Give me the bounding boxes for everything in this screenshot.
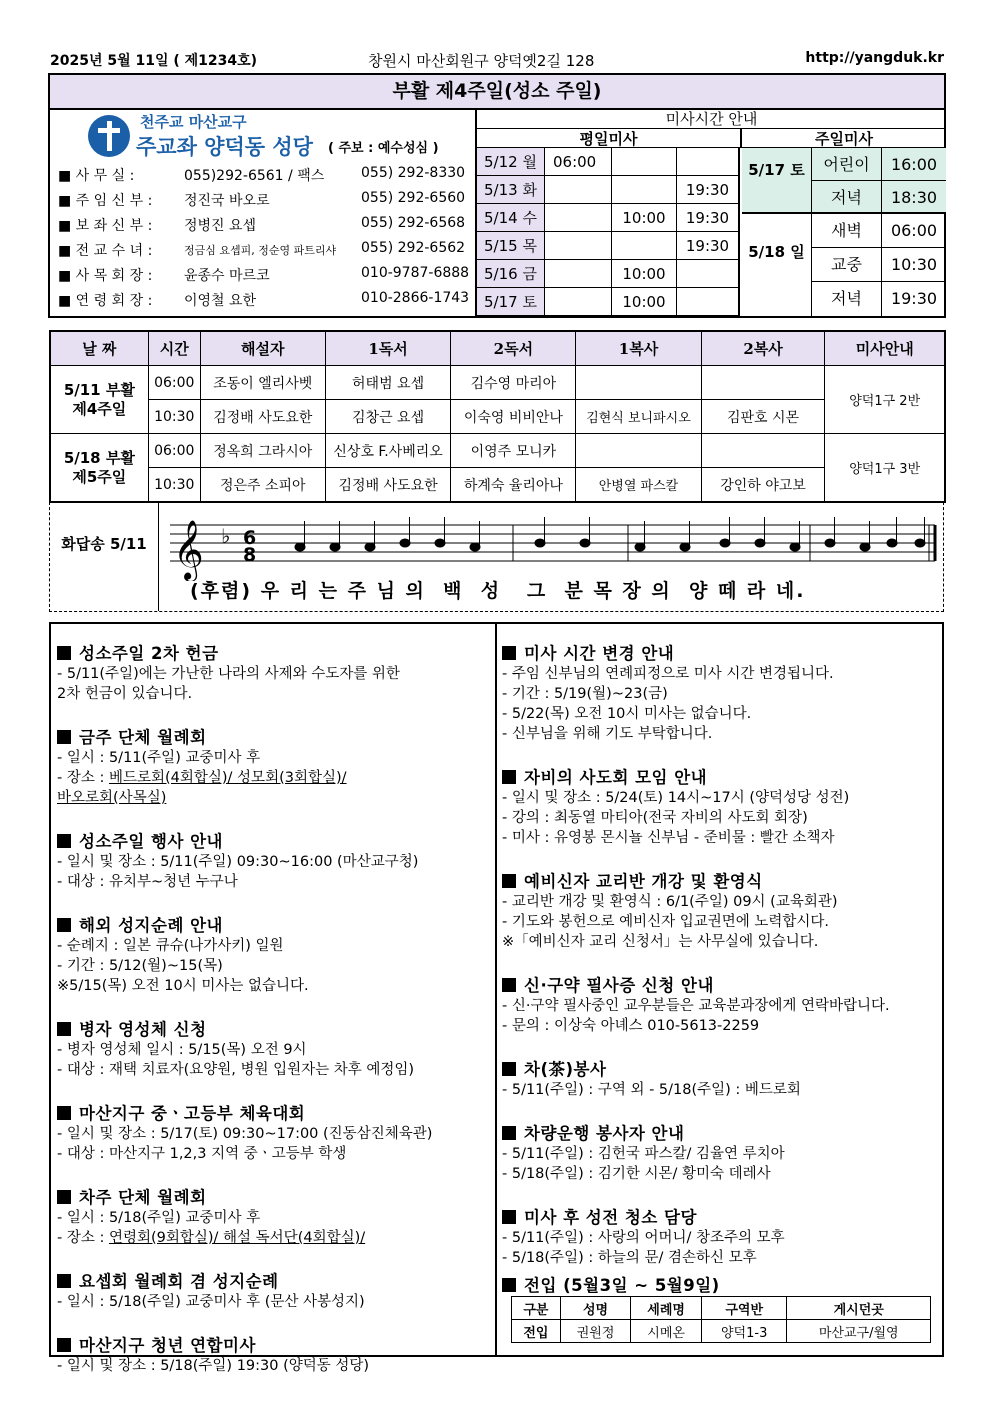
transfer-header-cell: 구역반 — [701, 1297, 787, 1320]
treble-clef-icon: 𝄞 — [173, 520, 204, 580]
transfer-header-cell: 구분 — [512, 1297, 561, 1320]
contact-label: ■ 연 령 회 장 : — [58, 293, 153, 309]
roles-time: 10:30 — [148, 400, 200, 434]
roles-person: 이숙영 비비안나 — [451, 400, 576, 434]
weekday-time: 06:00 — [545, 148, 612, 176]
notice-line: - 일시 및 장소 : 5/18(주일) 19:30 (양덕동 성당) — [57, 1358, 370, 1374]
notice-line: - 5/11(주일) : 김헌국 파스칼/ 김율연 루치아 — [502, 1146, 785, 1162]
roles-person — [576, 366, 701, 400]
sunday-mass-label: 주일미사 — [742, 128, 946, 148]
roles-person: 김정배 사도요한 — [325, 468, 451, 503]
notice-line-underlined: 베드로회(4회합실)/ 성모회(3회합실)/ — [108, 770, 347, 786]
roles-person: 신상호 F.사베리오 — [325, 434, 451, 468]
note-head — [330, 543, 340, 551]
church-address: 창원시 마산회원구 양덕옛2길 128 — [368, 52, 595, 70]
weekday-date: 5/15 목 — [477, 232, 545, 260]
contact-label: ■ 사 목 회 장 : — [58, 268, 153, 284]
contact-row — [58, 265, 470, 285]
transfer-cell: 양덕1-3 — [701, 1320, 787, 1343]
notice-line — [57, 1228, 365, 1248]
notice-section — [502, 972, 890, 1036]
note-head — [470, 543, 480, 551]
roles-person: 이영주 모니카 — [451, 434, 576, 468]
weekday-date: 5/13 화 — [477, 176, 545, 204]
roles-person: 정은주 소피아 — [200, 468, 325, 503]
roles-guide: 양덕1구 3반 — [825, 434, 945, 503]
notice-title: 차주 단체 월례회 — [79, 1188, 207, 1207]
notice-line: - 문의 : 이상숙 아녜스 010-5613-2259 — [502, 1018, 760, 1034]
weekday-time — [612, 148, 677, 176]
note-head — [720, 539, 730, 547]
transfer-header-cell: 성명 — [560, 1297, 631, 1320]
contact-label: ■ 전 교 수 녀 : — [58, 243, 153, 259]
contact-name: 정진국 바오로 — [184, 193, 270, 209]
notice-title: 차량운행 봉사자 안내 — [524, 1124, 685, 1143]
roles-header-cell: 2복사 — [701, 331, 825, 366]
notice-line: - 기도와 봉헌으로 예비신자 입교권면에 노력합시다. — [502, 914, 830, 930]
roles-person: 강인하 야고보 — [701, 468, 825, 503]
note-head — [580, 539, 590, 547]
notice-line: - 신·구약 필사중인 교우분들은 교육분과장에게 연락바랍니다. — [502, 998, 890, 1014]
roles-header-cell: 1독서 — [325, 331, 451, 366]
roles-date: 5/11 부활 제4주일 — [50, 366, 148, 434]
notice-line-prefix: - 장소 : — [57, 770, 109, 786]
notice-section — [57, 640, 400, 704]
notice-line-underlined: 바오로회(사목실) — [57, 790, 167, 806]
weekday-time — [545, 176, 612, 204]
note-head — [365, 543, 375, 551]
note-head — [400, 539, 410, 547]
sat-mass-time: 18:30 — [882, 181, 946, 214]
roles-person: 조동이 엘리사벳 — [200, 366, 325, 400]
sat-mass-time: 16:00 — [882, 148, 946, 181]
contact-row — [58, 165, 466, 185]
weekday-time — [677, 288, 740, 316]
notice-title: 금주 단체 월례회 — [79, 728, 207, 747]
sun-mass-name: 새벽 — [812, 214, 882, 248]
notice-line: - 기간 : 5/12(월)~15(목) — [57, 958, 223, 974]
psalm-lyrics: (후렴) 우 리 는 주 님 의 백 성 그 분 목 장 의 양 떼 라 네. — [190, 580, 806, 602]
notice-line: - 순례지 : 일본 큐슈(나가사키) 일원 — [57, 938, 284, 954]
weekday-time — [677, 260, 740, 288]
roles-person: 허태범 요셉 — [325, 366, 451, 400]
notice-title: 성소주일 2차 헌금 — [79, 644, 219, 663]
roles-person — [576, 434, 701, 468]
note-head — [887, 539, 897, 547]
notices-box — [49, 622, 944, 1374]
notice-line — [57, 788, 347, 808]
notice-title: 요셉회 월례회 겸 성지순례 — [79, 1272, 279, 1291]
note-head — [535, 539, 545, 547]
contact-phone: 055) 292-6560 — [361, 190, 466, 206]
weekday-time: 19:30 — [677, 232, 740, 260]
notice-line: - 5/22(목) 오전 10시 미사는 없습니다. — [502, 706, 752, 722]
weekday-time — [612, 176, 677, 204]
transfer-title: 전입 (5월3일 ~ 5월9일) — [524, 1276, 720, 1295]
roles-header-cell: 미사안내 — [825, 331, 945, 366]
notice-title: 자비의 사도회 모임 안내 — [524, 768, 708, 787]
notice-line: - 기간 : 5/19(월)~23(금) — [502, 686, 668, 702]
issue-date: 2025년 5월 11일 ( 제1234호) — [50, 53, 258, 69]
weekday-time: 10:00 — [612, 288, 677, 316]
weekday-date: 5/14 수 — [477, 204, 545, 232]
notice-section — [502, 764, 849, 848]
sat-date: 5/17 토 — [742, 148, 812, 214]
notice-line: - 대상 : 마산지구 1,2,3 지역 중ㆍ고등부 학생 — [57, 1146, 347, 1162]
roles-row — [50, 400, 945, 434]
note-head — [860, 543, 870, 551]
contact-phone: 010-9787-6888 — [361, 265, 470, 281]
notice-section — [502, 868, 838, 952]
sun-date: 5/18 일 — [742, 214, 812, 316]
roles-person: 정옥희 그라시아 — [200, 434, 325, 468]
roles-header-row — [50, 331, 945, 366]
notice-line-underlined: 연령회(9회합실)/ 해설 독서단(4회합실)/ — [108, 1230, 366, 1246]
transfer-section — [502, 1272, 720, 1296]
notice-section — [502, 640, 834, 744]
weekday-time — [677, 148, 740, 176]
note-head — [790, 543, 800, 551]
transfer-cell: 권원정 — [560, 1320, 631, 1343]
contact-phone: 055) 292-6562 — [361, 240, 466, 256]
notice-line — [57, 768, 347, 788]
diocese-name: 천주교 마산교구 — [140, 113, 247, 131]
transfer-cell: 마산교구/월영 — [787, 1320, 931, 1343]
transfer-header-cell: 세례명 — [631, 1297, 702, 1320]
notice-section — [57, 1268, 365, 1312]
weekday-time: 19:30 — [677, 176, 740, 204]
notice-title: 마산지구 중ㆍ고등부 체육대회 — [79, 1104, 306, 1123]
roles-person — [701, 366, 825, 400]
transfer-row — [512, 1320, 931, 1343]
psalm-staff — [165, 511, 945, 581]
notice-line: - 교리반 개강 및 환영식 : 6/1(주일) 09시 (교육회관) — [502, 894, 838, 910]
roles-guide: 양덕1구 2반 — [825, 366, 945, 434]
website-link[interactable]: http://yangduk.kr — [805, 50, 944, 66]
weekday-time — [545, 288, 612, 316]
roles-person: 김판호 시몬 — [701, 400, 825, 434]
roles-header-cell: 해설자 — [200, 331, 325, 366]
weekday-date: 5/12 월 — [477, 148, 545, 176]
note-head — [755, 539, 765, 547]
transfer-cell: 시메온 — [631, 1320, 702, 1343]
notice-line: - 대상 : 재택 치료자(요양원, 병원 입원자는 차후 예정임) — [57, 1062, 415, 1078]
contact-phone: 055) 292-6568 — [361, 215, 466, 231]
roles-person: 안병열 파스칼 — [576, 468, 701, 503]
notice-section — [57, 1016, 414, 1080]
sunday-grid — [742, 148, 946, 316]
roles-header-cell: 날 짜 — [50, 331, 148, 366]
note-head — [435, 539, 445, 547]
contact-phone[interactable]: 055) 292-8330 — [361, 165, 466, 181]
notice-line: 2차 헌금이 있습니다. — [57, 686, 193, 702]
roles-person: 김창근 요셉 — [325, 400, 451, 434]
notice-line: - 주임 신부님의 연례피정으로 미사 시간 변경됩니다. — [502, 666, 834, 682]
patron-label: ( 주보 : 예수성심 ) — [328, 141, 439, 156]
notice-title: 마산지구 청년 연합미사 — [79, 1336, 256, 1355]
roles-person — [701, 434, 825, 468]
contact-row — [58, 240, 466, 260]
note-head — [295, 543, 305, 551]
notice-line: - 5/11(주일) : 사랑의 어머니/ 창조주의 모후 — [502, 1230, 785, 1246]
notice-title: 성소주일 행사 안내 — [79, 832, 224, 851]
notice-line: - 미사 : 유영봉 몬시뇰 신부님 - 준비물 : 빨간 소책자 — [502, 830, 835, 846]
notice-line: - 강의 : 최동열 마티아(전국 자비의 사도회 회장) — [502, 810, 808, 826]
contact-label: ■ 사 무 실 : — [58, 168, 135, 184]
svg-text:6: 6 — [243, 527, 257, 549]
sun-mass-name: 저녁 — [812, 282, 882, 316]
transfer-header-row — [512, 1297, 931, 1320]
roles-person: 김수영 마리아 — [451, 366, 576, 400]
weekday-time: 10:00 — [612, 204, 677, 232]
notice-section — [57, 724, 347, 808]
roles-person: 하계숙 율리아나 — [451, 468, 576, 503]
notice-section — [57, 1100, 432, 1164]
notice-line-prefix: - 장소 : — [57, 1230, 109, 1246]
contact-phone: 010-2866-1743 — [361, 290, 470, 306]
notice-line: - 일시 및 장소 : 5/11(주일) 09:30~16:00 (마산교구청) — [57, 854, 419, 870]
notice-line: - 신부님을 위해 기도 부탁합니다. — [502, 726, 713, 742]
roles-header-cell: 시간 — [148, 331, 200, 366]
contact-label: ■ 주 임 신 부 : — [58, 193, 153, 209]
sat-mass-name: 저녁 — [812, 181, 882, 214]
weekday-mass-label: 평일미사 — [477, 128, 742, 148]
mass-times-title: 미사시간 안내 — [477, 108, 946, 129]
notice-line: - 5/18(주일) : 김기한 시몬/ 황미숙 데레사 — [502, 1166, 771, 1182]
notice-title: 병자 영성체 신청 — [79, 1020, 207, 1039]
notice-line: - 5/18(주일) : 하늘의 문/ 겸손하신 모후 — [502, 1250, 757, 1266]
mass-times — [475, 108, 946, 316]
roles-row — [50, 366, 945, 400]
weekday-time — [545, 260, 612, 288]
sun-mass-time: 10:30 — [882, 248, 946, 282]
sat-mass-name: 어린이 — [812, 148, 882, 181]
sun-mass-time: 19:30 — [890, 289, 938, 308]
notice-line: ※「예비신자 교리 신청서」는 사무실에 있습니다. — [502, 934, 819, 950]
church-logo-icon — [88, 115, 130, 157]
notice-line: - 병자 영성체 일시 : 5/15(목) 오전 9시 — [57, 1042, 307, 1058]
roles-time: 06:00 — [148, 434, 200, 468]
roles-header-cell: 2독서 — [451, 331, 576, 366]
note-head — [680, 543, 690, 551]
notice-section — [502, 1120, 785, 1184]
notice-line: - 일시 : 5/18(주일) 교중미사 후 — [57, 1210, 261, 1226]
weekday-date: 5/16 금 — [477, 260, 545, 288]
notice-title: 신·구약 필사증 신청 안내 — [524, 976, 714, 995]
roles-row — [50, 468, 945, 503]
church-name: 주교좌 양덕동 성당 — [136, 135, 313, 159]
weekday-time: 10:00 — [612, 260, 677, 288]
note-head — [915, 539, 925, 547]
roles-time: 06:00 — [148, 366, 200, 400]
notice-line: - 일시 및 장소 : 5/24(토) 14시~17시 (양덕성당 성전) — [502, 790, 850, 806]
weekday-time: 19:30 — [677, 204, 740, 232]
notice-section — [57, 1184, 365, 1248]
notice-section — [57, 828, 418, 892]
contact-name: 055)292-6561 / 팩스 — [184, 168, 325, 184]
contact-name: 정병진 요셉 — [184, 218, 257, 234]
transfer-cell: 전입 — [512, 1320, 561, 1343]
contact-row — [58, 215, 466, 235]
info-box — [48, 73, 946, 318]
contact-label: ■ 보 좌 신 부 : — [58, 218, 153, 234]
notice-title: 미사 시간 변경 안내 — [524, 644, 675, 663]
roles-header-cell: 1복사 — [576, 331, 701, 366]
roles-row — [50, 434, 945, 468]
sun-mass-name: 교중 — [812, 248, 882, 282]
weekday-time — [545, 232, 612, 260]
notice-title: 미사 후 성전 청소 담당 — [524, 1208, 697, 1227]
page-title: 부활 제4주일(성소 주일) — [50, 75, 944, 110]
notice-line: - 일시 및 장소 : 5/17(토) 09:30~17:00 (진동삼진체육관) — [57, 1126, 433, 1142]
psalm-box — [49, 502, 944, 612]
roles-date: 5/18 부활 제5주일 — [50, 434, 148, 503]
weekday-date: 5/17 토 — [477, 288, 545, 316]
weekday-time — [545, 204, 612, 232]
sun-mass-time: 06:00 — [882, 214, 946, 248]
notice-section — [502, 1056, 801, 1100]
note-head — [825, 539, 835, 547]
notice-title: 해외 성지순례 안내 — [79, 916, 224, 935]
roles-table — [49, 330, 946, 503]
contact-row — [58, 290, 470, 310]
notice-section — [502, 1204, 785, 1268]
roles-time: 10:30 — [148, 468, 200, 503]
notice-line: - 일시 : 5/11(주일) 교중미사 후 — [57, 750, 261, 766]
notice-section — [57, 912, 309, 996]
psalm-label: 화답송 5/11 — [61, 535, 147, 553]
svg-text:8: 8 — [243, 544, 257, 566]
roles-person: 김현식 보니파시오 — [576, 400, 701, 434]
notice-line: ※5/15(목) 오전 10시 미사는 없습니다. — [57, 978, 309, 994]
note-head — [635, 543, 645, 551]
contact-row — [58, 190, 466, 210]
contact-name: 정금심 요셉피, 정순영 파트리샤 — [184, 244, 337, 257]
notice-title: 예비신자 교리반 개강 및 환영식 — [524, 872, 763, 891]
transfer-table — [511, 1296, 931, 1343]
flat-icon: ♭ — [221, 524, 231, 548]
notice-line: - 5/11(주일)에는 가난한 나라의 사제와 수도자를 위한 — [57, 666, 400, 682]
contact-name: 윤종수 마르코 — [184, 268, 270, 284]
notice-line: - 5/11(주일) : 구역 외 - 5/18(주일) : 베드로회 — [502, 1082, 801, 1098]
notice-line: - 대상 : 유치부~청년 누구나 — [57, 874, 238, 890]
roles-person: 김정배 사도요한 — [200, 400, 325, 434]
notice-line: - 일시 : 5/18(주일) 교중미사 후 (문산 사봉성지) — [57, 1294, 365, 1310]
transfer-header-cell: 게시던곳 — [787, 1297, 931, 1320]
contact-name: 이영철 요한 — [184, 293, 257, 309]
weekday-time — [612, 232, 677, 260]
notice-title: 차(茶)봉사 — [524, 1060, 607, 1079]
notice-section — [57, 1332, 369, 1376]
